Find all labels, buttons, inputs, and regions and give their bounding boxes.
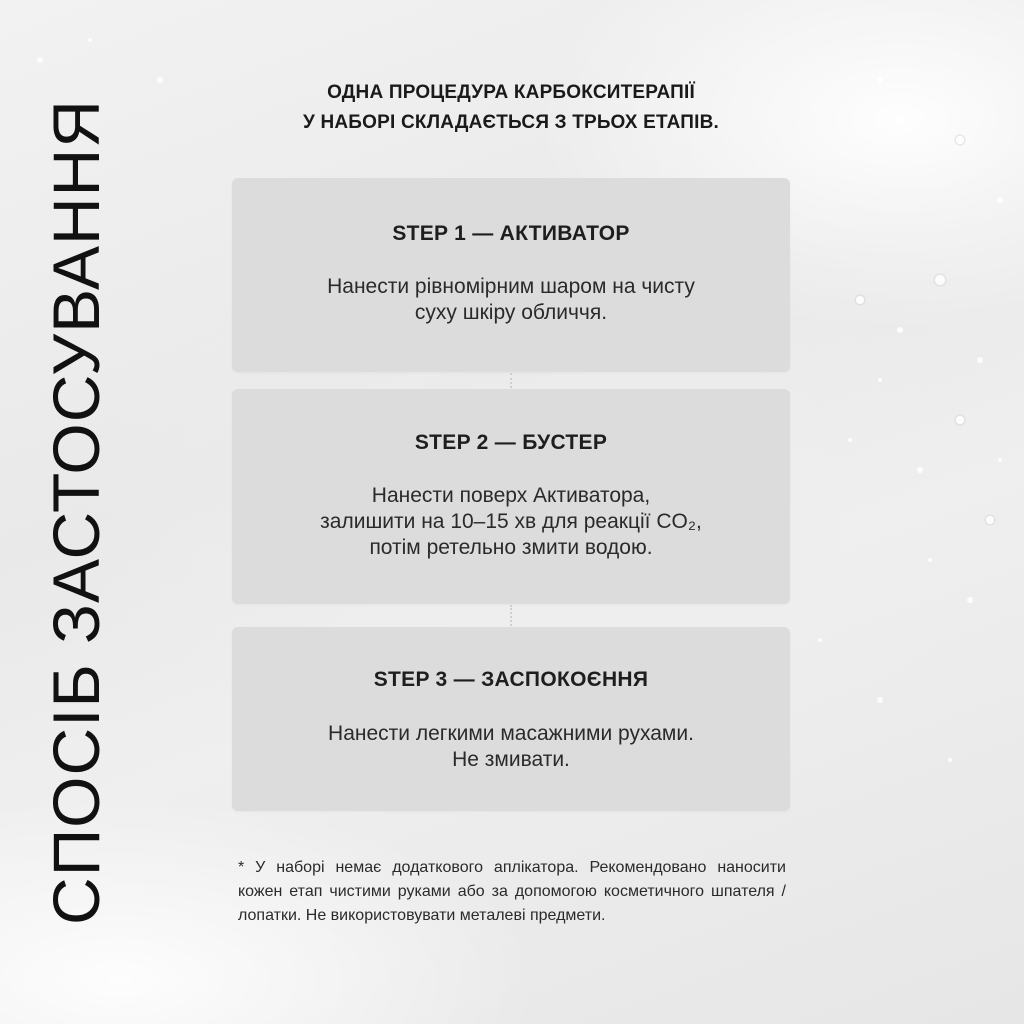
step-2-line-1: Нанести поверх Активатора, — [371, 484, 651, 507]
step-1-line-2: суху шкіру обличчя. — [414, 301, 608, 324]
step-2-card — [232, 389, 790, 604]
step-2-text — [232, 483, 790, 561]
intro-heading — [232, 78, 790, 138]
page-title: СПОСІБ ЗАСТОСУВАННЯ — [39, 99, 113, 925]
step-1-card — [232, 178, 790, 372]
step-1-text — [232, 274, 790, 326]
step-2-heading: STEP 2 — БУСТЕР — [414, 431, 608, 454]
footnote: * У наборі немає додаткового аплікатора. Рекомендовано наносити кожен етап чистими руками або за допомогою косметичного шпателя / лопатки. Не використовувати металеві предмети. — [238, 859, 786, 924]
step-connector — [510, 373, 514, 388]
step-connector — [510, 605, 514, 626]
step-1-heading: STEP 1 — АКТИВАТОР — [392, 222, 630, 245]
step-3-text — [232, 721, 790, 773]
step-3-heading: STEP 3 — ЗАСПОКОЄННЯ — [373, 668, 649, 691]
intro-line-1: ОДНА ПРОЦЕДУРА КАРБОКСИТЕРАПІЇ — [327, 82, 695, 103]
step-3-card — [232, 627, 790, 811]
step-3-line-1: Нанести легкими масажними рухами. — [328, 722, 694, 745]
step-1-line-1: Нанести рівномірним шаром на чисту — [327, 275, 695, 298]
step-2-line-2: залишити на 10–15 хв для реакції CO₂, — [320, 510, 702, 533]
intro-line-2: У НАБОРІ СКЛАДАЄТЬСЯ З ТРЬОХ ЕТАПІВ. — [302, 112, 720, 133]
step-3-line-2: Не змивати. — [452, 748, 570, 771]
step-2-line-3: потім ретельно змити водою. — [369, 536, 653, 559]
